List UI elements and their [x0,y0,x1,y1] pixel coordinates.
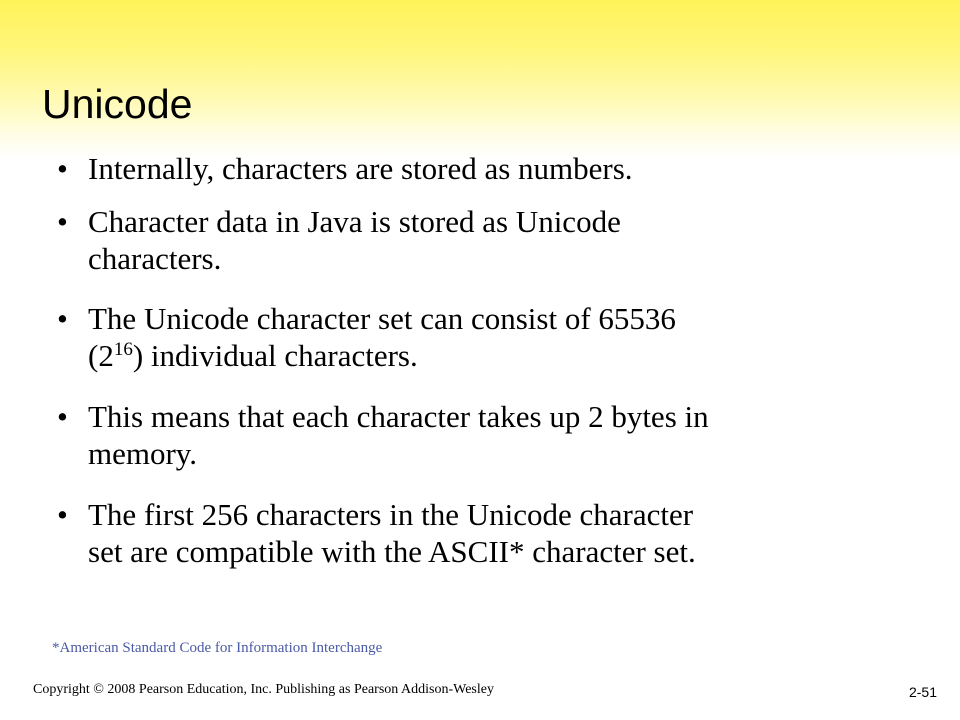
page-number: 2-51 [908,684,937,700]
bullet-line: Character data in Java is stored as Unicode [88,204,621,239]
slide-footer [0,682,960,702]
bullet-line: characters. [88,241,222,276]
bullet-line: This means that each character takes up 2 bytes in [88,399,709,434]
bullet-line: The Unicode character set can consist of 65536 [88,301,676,336]
bullet-marker: • [57,497,68,532]
bullet-line [88,337,868,374]
bullet-text [88,300,868,374]
bullet-text [88,150,868,187]
bullet-line: Internally, characters are stored as numbers. [88,151,633,186]
bullet-line: The first 256 characters in the Unicode character [88,497,694,532]
bullet-text [88,398,868,472]
bullet-line: memory. [88,436,198,471]
slide-title: Unicode [42,81,193,127]
bullet-marker: • [57,204,68,239]
superscript-exponent: 16 [113,339,133,360]
bullet-text [88,496,868,570]
bullet-marker: • [57,301,68,336]
superscript-base: (2 [88,338,114,373]
footnote: *American Standard Code for Information Interchange [52,640,383,656]
copyright-text: Copyright © 2008 Pearson Education, Inc. Publishing as Pearson Addison-Wesley [33,682,494,697]
bullet-marker: • [57,399,68,434]
bullet-line: set are compatible with the ASCII* character set. [88,534,696,569]
bullet-text [88,203,868,277]
bullet-line-rest: ) individual characters. [132,338,418,373]
bullet-marker: • [57,151,68,186]
